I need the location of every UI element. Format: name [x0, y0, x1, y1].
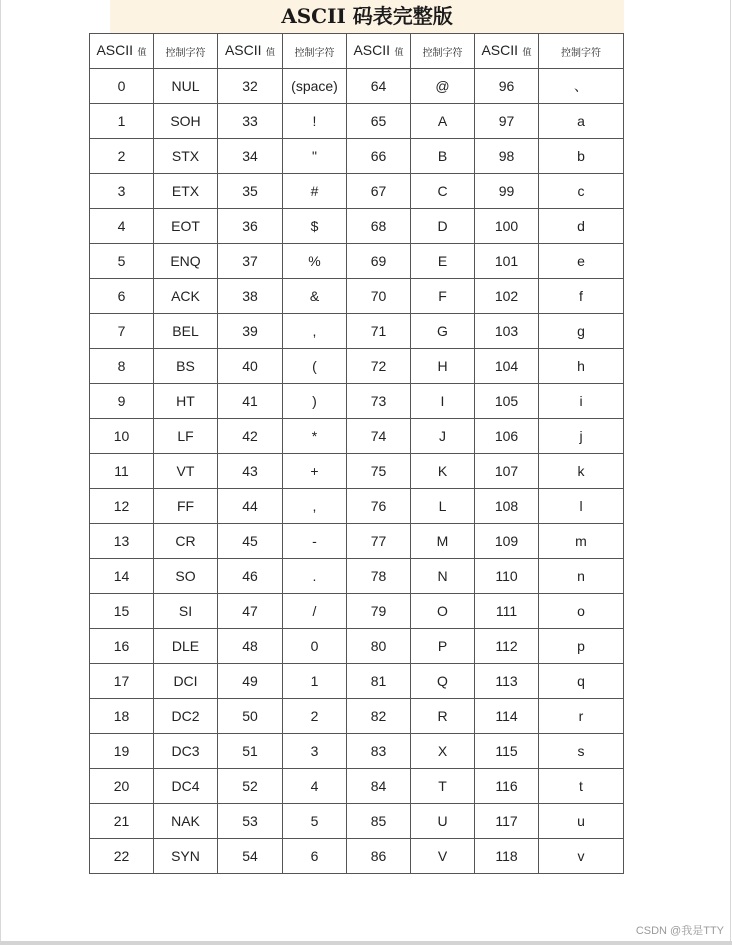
ascii-value-cell: 65	[347, 104, 411, 139]
char-cell: ,	[283, 489, 347, 524]
char-cell: r	[539, 699, 624, 734]
ascii-value-cell: 42	[218, 419, 283, 454]
ascii-value-cell: 54	[218, 839, 283, 874]
char-cell: H	[411, 349, 475, 384]
ascii-value-cell: 8	[90, 349, 154, 384]
char-cell: d	[539, 209, 624, 244]
ascii-value-cell: 19	[90, 734, 154, 769]
char-cell: G	[411, 314, 475, 349]
char-cell: U	[411, 804, 475, 839]
char-cell: h	[539, 349, 624, 384]
char-cell: j	[539, 419, 624, 454]
ascii-value-cell: 39	[218, 314, 283, 349]
char-cell: ACK	[154, 279, 218, 314]
char-cell: A	[411, 104, 475, 139]
char-cell: M	[411, 524, 475, 559]
char-cell: SOH	[154, 104, 218, 139]
char-cell: 0	[283, 629, 347, 664]
char-cell: L	[411, 489, 475, 524]
char-cell: q	[539, 664, 624, 699]
char-cell: VT	[154, 454, 218, 489]
watermark: CSDN @我是TTY	[635, 925, 724, 937]
char-cell: f	[539, 279, 624, 314]
ascii-value-cell: 69	[347, 244, 411, 279]
char-cell: l	[539, 489, 624, 524]
char-cell: 5	[283, 804, 347, 839]
table-row	[90, 209, 624, 244]
char-cell: 1	[283, 664, 347, 699]
header-suffix: 值	[266, 47, 276, 57]
char-cell: SYN	[154, 839, 218, 874]
ascii-value-cell: 77	[347, 524, 411, 559]
ascii-value-cell: 10	[90, 419, 154, 454]
ascii-value-cell: 86	[347, 839, 411, 874]
char-cell: B	[411, 139, 475, 174]
ascii-value-cell: 0	[90, 69, 154, 104]
char-cell: NUL	[154, 69, 218, 104]
ascii-value-cell: 80	[347, 629, 411, 664]
table-row	[90, 454, 624, 489]
ascii-value-cell: 107	[475, 454, 539, 489]
ascii-value-cell: 101	[475, 244, 539, 279]
ascii-value-cell: 73	[347, 384, 411, 419]
char-cell: X	[411, 734, 475, 769]
char-cell: DC2	[154, 699, 218, 734]
char-cell: P	[411, 629, 475, 664]
ascii-value-cell: 7	[90, 314, 154, 349]
char-cell: k	[539, 454, 624, 489]
ascii-value-cell: 112	[475, 629, 539, 664]
char-cell: BS	[154, 349, 218, 384]
ascii-value-cell: 47	[218, 594, 283, 629]
char-cell: -	[283, 524, 347, 559]
char-cell: ENQ	[154, 244, 218, 279]
char-cell: (space)	[283, 69, 347, 104]
table-row	[90, 279, 624, 314]
char-cell: STX	[154, 139, 218, 174]
char-cell: (	[283, 349, 347, 384]
ascii-value-cell: 21	[90, 804, 154, 839]
header-ascii-value	[218, 34, 283, 69]
header-control-char: 控制字符	[411, 34, 475, 69]
ascii-value-cell: 1	[90, 104, 154, 139]
char-cell: DC4	[154, 769, 218, 804]
header-ascii-value	[475, 34, 539, 69]
table-row	[90, 839, 624, 874]
ascii-value-cell: 79	[347, 594, 411, 629]
ascii-value-cell: 99	[475, 174, 539, 209]
ascii-value-cell: 14	[90, 559, 154, 594]
ascii-value-cell: 45	[218, 524, 283, 559]
header-ascii-value	[347, 34, 411, 69]
ascii-value-cell: 110	[475, 559, 539, 594]
ascii-value-cell: 103	[475, 314, 539, 349]
ascii-value-cell: 64	[347, 69, 411, 104]
ascii-value-cell: 98	[475, 139, 539, 174]
char-cell: s	[539, 734, 624, 769]
char-cell: T	[411, 769, 475, 804]
ascii-value-cell: 97	[475, 104, 539, 139]
ascii-value-cell: 100	[475, 209, 539, 244]
char-cell: 6	[283, 839, 347, 874]
char-cell: )	[283, 384, 347, 419]
ascii-value-cell: 3	[90, 174, 154, 209]
page-edge-bottom	[0, 941, 732, 945]
char-cell: #	[283, 174, 347, 209]
ascii-value-cell: 102	[475, 279, 539, 314]
ascii-table	[89, 33, 624, 874]
char-cell: SI	[154, 594, 218, 629]
table-body	[90, 69, 624, 874]
char-cell: v	[539, 839, 624, 874]
char-cell: Q	[411, 664, 475, 699]
ascii-value-cell: 51	[218, 734, 283, 769]
table-row	[90, 349, 624, 384]
ascii-value-cell: 68	[347, 209, 411, 244]
char-cell: ,	[283, 314, 347, 349]
ascii-value-cell: 49	[218, 664, 283, 699]
char-cell: g	[539, 314, 624, 349]
char-cell: K	[411, 454, 475, 489]
char-cell: C	[411, 174, 475, 209]
ascii-value-cell: 70	[347, 279, 411, 314]
ascii-value-cell: 52	[218, 769, 283, 804]
char-cell: %	[283, 244, 347, 279]
char-cell: I	[411, 384, 475, 419]
char-cell: t	[539, 769, 624, 804]
char-cell: DC3	[154, 734, 218, 769]
ascii-value-cell: 38	[218, 279, 283, 314]
ascii-value-cell: 109	[475, 524, 539, 559]
ascii-value-cell: 33	[218, 104, 283, 139]
char-cell: F	[411, 279, 475, 314]
char-cell: BEL	[154, 314, 218, 349]
char-cell: DLE	[154, 629, 218, 664]
ascii-value-cell: 66	[347, 139, 411, 174]
char-cell: J	[411, 419, 475, 454]
char-cell: R	[411, 699, 475, 734]
ascii-value-cell: 106	[475, 419, 539, 454]
table-row	[90, 594, 624, 629]
ascii-value-cell: 5	[90, 244, 154, 279]
char-cell: O	[411, 594, 475, 629]
ascii-value-cell: 12	[90, 489, 154, 524]
ascii-value-cell: 40	[218, 349, 283, 384]
ascii-value-cell: 37	[218, 244, 283, 279]
ascii-value-cell: 74	[347, 419, 411, 454]
char-cell: 3	[283, 734, 347, 769]
char-cell: D	[411, 209, 475, 244]
char-cell: n	[539, 559, 624, 594]
ascii-value-cell: 111	[475, 594, 539, 629]
ascii-value-cell: 17	[90, 664, 154, 699]
ascii-value-cell: 36	[218, 209, 283, 244]
header-label: ASCII	[353, 42, 391, 58]
table-row	[90, 734, 624, 769]
ascii-value-cell: 6	[90, 279, 154, 314]
char-cell: EOT	[154, 209, 218, 244]
char-cell: +	[283, 454, 347, 489]
table-row	[90, 664, 624, 699]
char-cell: c	[539, 174, 624, 209]
table-row	[90, 524, 624, 559]
table-row	[90, 69, 624, 104]
ascii-value-cell: 4	[90, 209, 154, 244]
ascii-value-cell: 75	[347, 454, 411, 489]
ascii-value-cell: 108	[475, 489, 539, 524]
ascii-value-cell: 72	[347, 349, 411, 384]
table-header-row	[90, 34, 624, 69]
ascii-value-cell: 83	[347, 734, 411, 769]
char-cell: /	[283, 594, 347, 629]
page-edge-left	[0, 0, 1, 945]
header-label: ASCII	[96, 42, 134, 58]
ascii-value-cell: 115	[475, 734, 539, 769]
ascii-value-cell: 16	[90, 629, 154, 664]
table-row	[90, 699, 624, 734]
page-edge-right	[730, 0, 731, 945]
ascii-value-cell: 117	[475, 804, 539, 839]
header-label: ASCII	[224, 42, 262, 58]
ascii-value-cell: 20	[90, 769, 154, 804]
table-row	[90, 139, 624, 174]
char-cell: b	[539, 139, 624, 174]
ascii-value-cell: 50	[218, 699, 283, 734]
ascii-value-cell: 34	[218, 139, 283, 174]
char-cell: LF	[154, 419, 218, 454]
char-cell: &	[283, 279, 347, 314]
header-suffix: 值	[137, 47, 147, 57]
page-title: ASCII 码表完整版	[281, 4, 453, 28]
char-cell: "	[283, 139, 347, 174]
ascii-value-cell: 118	[475, 839, 539, 874]
ascii-value-cell: 81	[347, 664, 411, 699]
ascii-value-cell: 32	[218, 69, 283, 104]
ascii-value-cell: 104	[475, 349, 539, 384]
char-cell: !	[283, 104, 347, 139]
char-cell: CR	[154, 524, 218, 559]
char-cell: 、	[539, 69, 624, 104]
char-cell: E	[411, 244, 475, 279]
char-cell: SO	[154, 559, 218, 594]
ascii-value-cell: 96	[475, 69, 539, 104]
char-cell: m	[539, 524, 624, 559]
table-row	[90, 629, 624, 664]
char-cell: V	[411, 839, 475, 874]
ascii-value-cell: 114	[475, 699, 539, 734]
ascii-value-cell: 85	[347, 804, 411, 839]
ascii-value-cell: 76	[347, 489, 411, 524]
ascii-value-cell: 82	[347, 699, 411, 734]
ascii-value-cell: 78	[347, 559, 411, 594]
char-cell: 4	[283, 769, 347, 804]
char-cell: u	[539, 804, 624, 839]
table-row	[90, 559, 624, 594]
char-cell: N	[411, 559, 475, 594]
ascii-value-cell: 84	[347, 769, 411, 804]
table-row	[90, 104, 624, 139]
char-cell: e	[539, 244, 624, 279]
char-cell: .	[283, 559, 347, 594]
ascii-value-cell: 67	[347, 174, 411, 209]
header-control-char: 控制字符	[539, 34, 624, 69]
ascii-value-cell: 116	[475, 769, 539, 804]
ascii-value-cell: 2	[90, 139, 154, 174]
table-row	[90, 419, 624, 454]
header-control-char: 控制字符	[283, 34, 347, 69]
ascii-value-cell: 113	[475, 664, 539, 699]
header-suffix: 值	[394, 47, 404, 57]
ascii-value-cell: 71	[347, 314, 411, 349]
char-cell: NAK	[154, 804, 218, 839]
header-label: ASCII	[481, 42, 519, 58]
header-ascii-value	[90, 34, 154, 69]
char-cell: 2	[283, 699, 347, 734]
char-cell: p	[539, 629, 624, 664]
table-row	[90, 174, 624, 209]
char-cell: HT	[154, 384, 218, 419]
ascii-value-cell: 41	[218, 384, 283, 419]
header-suffix: 值	[522, 47, 532, 57]
table-row	[90, 804, 624, 839]
header-control-char: 控制字符	[154, 34, 218, 69]
table-row	[90, 384, 624, 419]
ascii-value-cell: 46	[218, 559, 283, 594]
ascii-value-cell: 48	[218, 629, 283, 664]
char-cell: ETX	[154, 174, 218, 209]
char-cell: i	[539, 384, 624, 419]
char-cell: FF	[154, 489, 218, 524]
ascii-value-cell: 11	[90, 454, 154, 489]
table-row	[90, 489, 624, 524]
table-row	[90, 244, 624, 279]
char-cell: @	[411, 69, 475, 104]
ascii-value-cell: 43	[218, 454, 283, 489]
ascii-value-cell: 9	[90, 384, 154, 419]
char-cell: a	[539, 104, 624, 139]
char-cell: o	[539, 594, 624, 629]
ascii-value-cell: 105	[475, 384, 539, 419]
table-row	[90, 769, 624, 804]
ascii-value-cell: 53	[218, 804, 283, 839]
char-cell: DCI	[154, 664, 218, 699]
ascii-value-cell: 18	[90, 699, 154, 734]
ascii-value-cell: 13	[90, 524, 154, 559]
char-cell: *	[283, 419, 347, 454]
ascii-value-cell: 44	[218, 489, 283, 524]
table-row	[90, 314, 624, 349]
ascii-value-cell: 22	[90, 839, 154, 874]
ascii-value-cell: 35	[218, 174, 283, 209]
ascii-value-cell: 15	[90, 594, 154, 629]
char-cell: $	[283, 209, 347, 244]
